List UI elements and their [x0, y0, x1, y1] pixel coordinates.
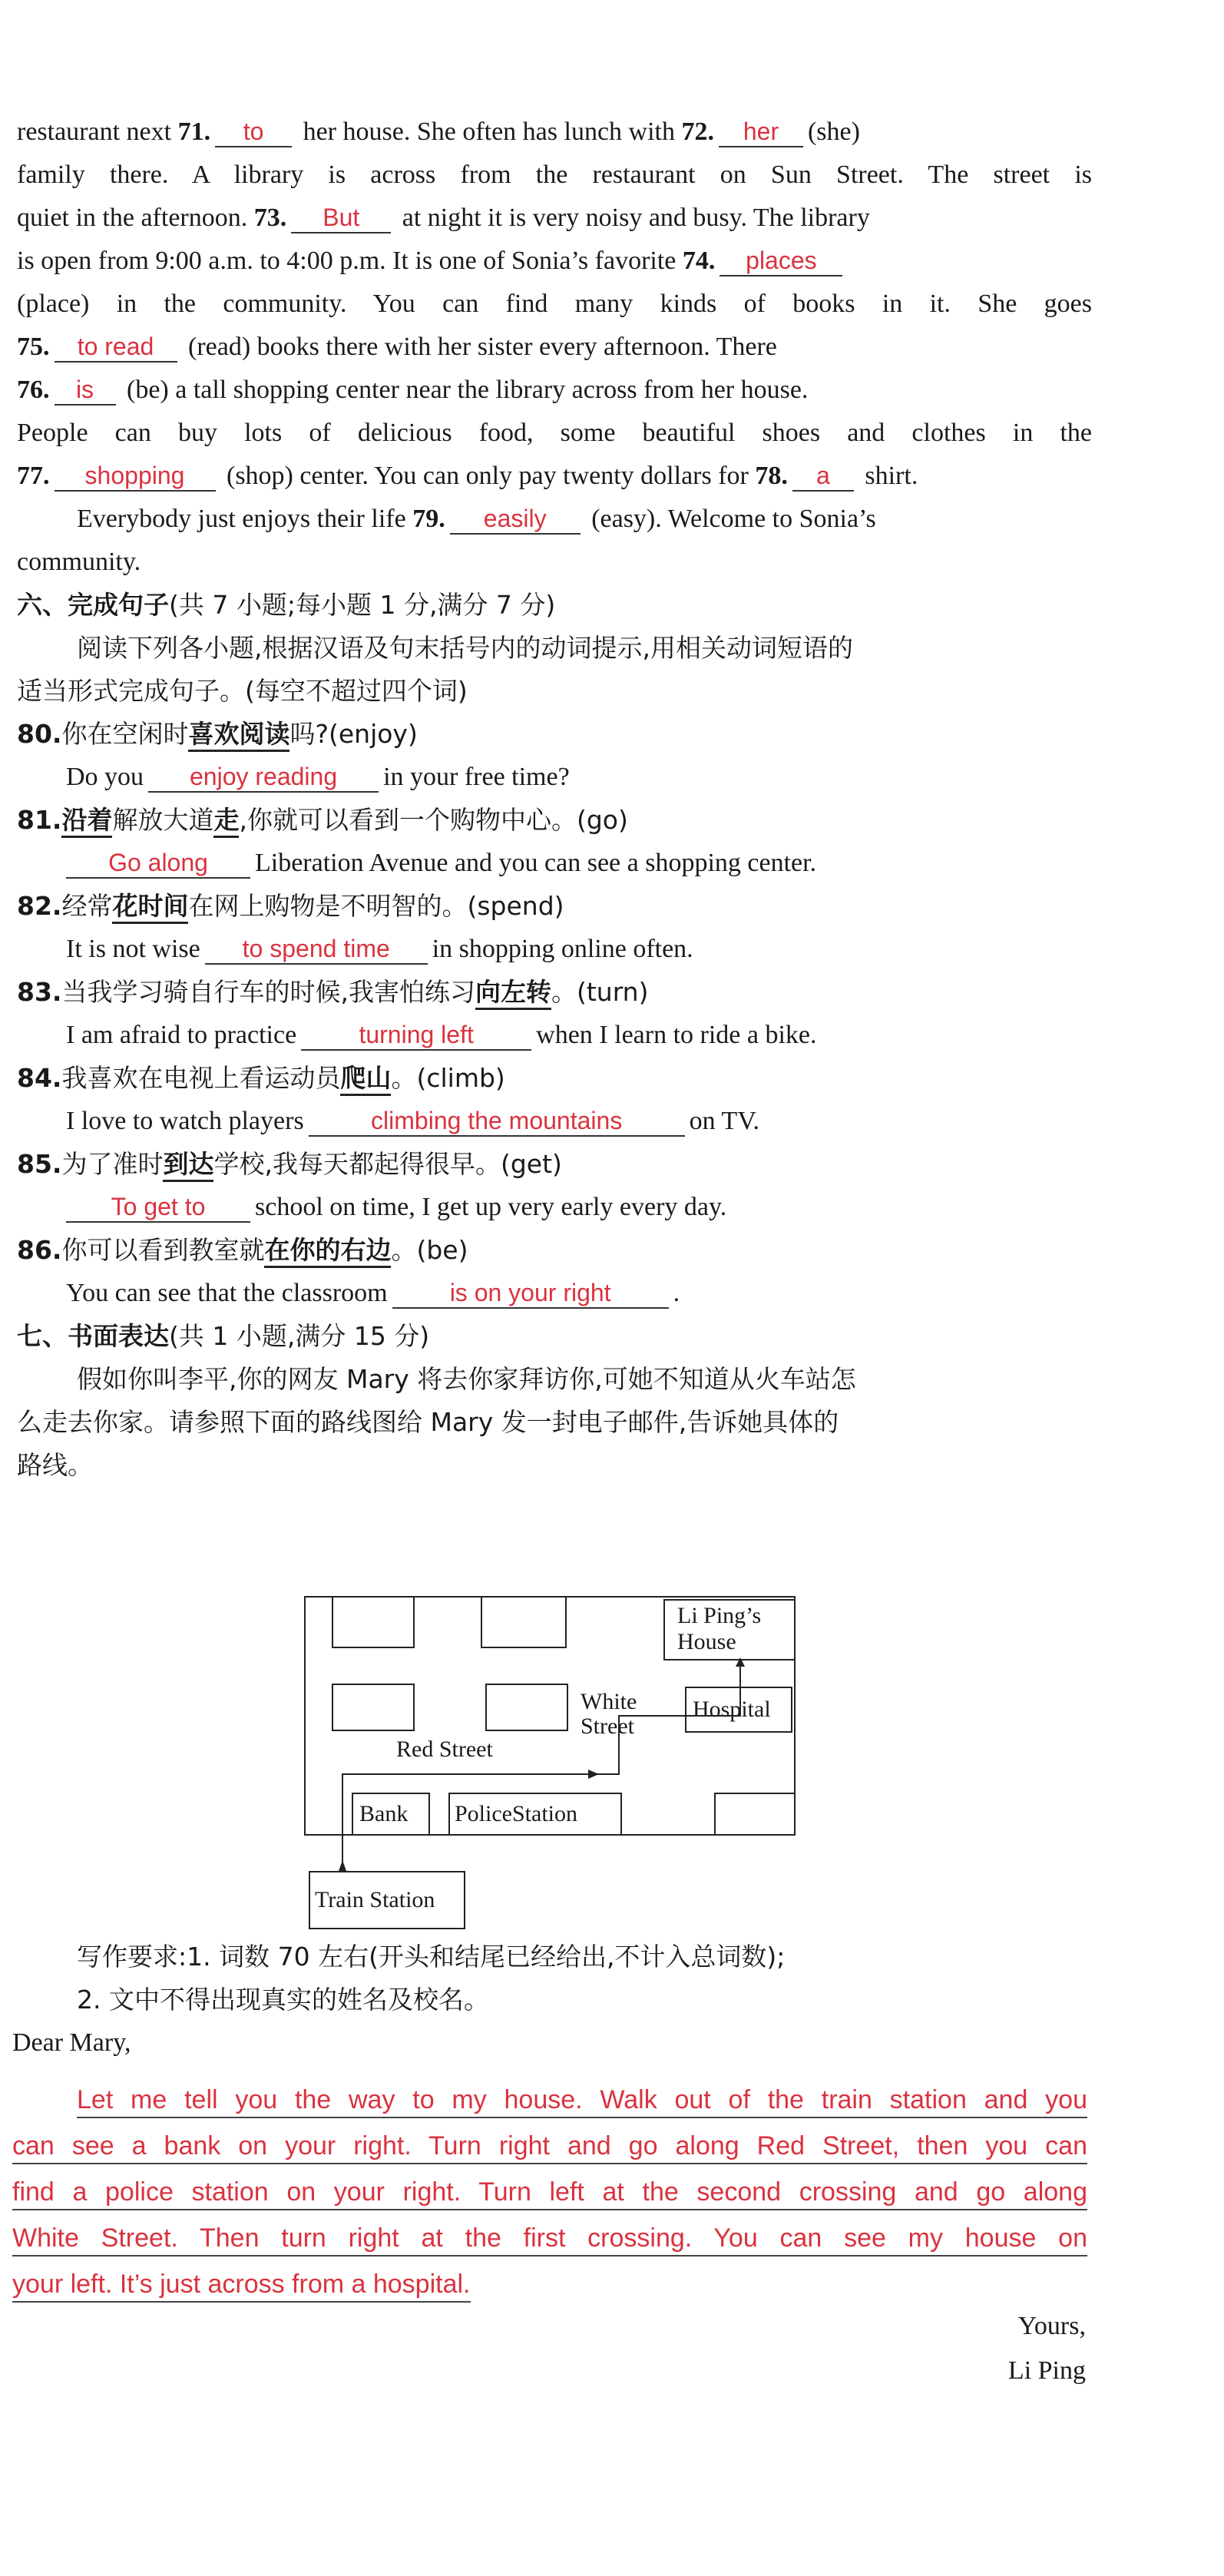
- passage-line-6: 75. to read (read) books there with her sister every afternoon. There: [17, 333, 777, 361]
- q80-prompt: 80.你在空闲时喜欢阅读吗?(enjoy): [17, 719, 418, 750]
- q83-prompt: 83.当我学习骑自行车的时候,我害怕练习向左转。(turn): [17, 977, 648, 1008]
- letter-line: find a police station on your right. Turn left at the second crossing and go along: [12, 2169, 1087, 2215]
- q83-answer: turning left: [301, 1020, 531, 1051]
- letter-line: White Street. Then turn right at the first crossing. You can see my house on: [12, 2215, 1087, 2261]
- li-ping-house: Li Ping’s House: [663, 1599, 796, 1660]
- letter-line: can see a bank on your right. Turn right and go along Red Street, then you can: [12, 2123, 1087, 2169]
- q86-prompt: 86.你可以看到教室就在你的右边。(be): [17, 1235, 468, 1266]
- q85-answer: To get to: [66, 1192, 250, 1223]
- q82-sentence: It is not wise to spend time in shopping online often.: [66, 935, 693, 963]
- q84-answer: climbing the mountains: [309, 1106, 685, 1137]
- letter-line: Let me tell you the way to my house. Walk out of the train station and you: [77, 2077, 1087, 2123]
- writing-requirement-1: 写作要求:1. 词数 70 左右(开头和结尾已经给出,不计入总词数);: [77, 1942, 786, 1972]
- passage-line-4: is open from 9:00 a.m. to 4:00 p.m. It is one of Sonia’s favorite 74. places: [17, 246, 847, 276]
- letter-closing: Yours,: [1017, 2312, 1086, 2340]
- q80-sentence: Do you enjoy reading in your free time?: [66, 763, 570, 791]
- q80-answer: enjoy reading: [148, 762, 379, 793]
- q72-answer: her: [719, 117, 803, 147]
- q81-prompt: 81.沿着解放大道走,你就可以看到一个购物中心。(go): [17, 805, 628, 836]
- q71-answer: to: [215, 117, 292, 147]
- q73-answer: But: [291, 203, 391, 233]
- q86-answer: is on your right: [392, 1278, 669, 1309]
- q79-answer: easily: [450, 504, 581, 535]
- passage-line-3: quiet in the afternoon. 73. But at night it is very noisy and busy. The library: [17, 204, 870, 232]
- q85-sentence: To get to school on time, I get up very early every day.: [61, 1192, 726, 1223]
- q72-number: 72.: [681, 118, 714, 146]
- police-station: PoliceStation: [448, 1793, 622, 1836]
- section6-header: [17, 590, 555, 621]
- q76-answer: is: [55, 375, 116, 406]
- section7-title: 七、书面表达: [17, 1321, 169, 1351]
- passage-line-8: People can buy lots of delicious food, some beautiful shoes and clothes in the: [17, 419, 1092, 447]
- q78-answer: a: [792, 461, 854, 492]
- q71-number: 71.: [177, 118, 211, 146]
- q86-sentence: You can see that the classroom is on your right .: [66, 1279, 680, 1307]
- q75-answer: to read: [55, 332, 177, 363]
- section6-instruction-1: 阅读下列各小题,根据汉语及句末括号内的动词提示,用相关动词短语的: [77, 633, 853, 663]
- q83-sentence: I am afraid to practice turning left when I learn to ride a bike.: [66, 1021, 817, 1049]
- passage-line-5: (place) in the community. You can find many kinds of books in it. She goes: [17, 290, 1092, 318]
- route-arrow-icon: [304, 1596, 796, 1880]
- letter-signature: Li Ping: [1007, 2356, 1086, 2385]
- section7-prompt-2: 么走去你家。请参照下面的路线图给 Mary 发一封电子邮件,告诉她具体的: [17, 1407, 839, 1437]
- passage-line-2: family there. A library is across from the restaurant on Sun Street. The street is: [17, 161, 1092, 189]
- q84-sentence: I love to watch players climbing the mountains on TV.: [66, 1107, 759, 1135]
- q74-answer: places: [720, 246, 842, 276]
- train-station: Train Station: [309, 1871, 465, 1929]
- q77-answer: shopping: [55, 461, 216, 492]
- section6-meta: (共 7 小题;每小题 1 分,满分 7 分): [169, 590, 556, 620]
- q81-sentence: Go along Liberation Avenue and you can see a shopping center.: [61, 848, 816, 879]
- q84-prompt: 84.我喜欢在电视上看运动员爬山。(climb): [17, 1063, 505, 1094]
- section7-header: [17, 1321, 429, 1353]
- section7-meta: (共 1 小题,满分 15 分): [169, 1321, 430, 1351]
- q85-prompt: 85.为了准时到达学校,我每天都起得很早。(get): [17, 1149, 562, 1180]
- bank: Bank: [352, 1793, 430, 1836]
- white-street-label: White: [581, 1689, 637, 1714]
- writing-requirement-2: 2. 文中不得出现真实的姓名及校名。: [77, 1985, 489, 2015]
- q82-answer: to spend time: [205, 934, 428, 965]
- letter-greeting: Dear Mary,: [12, 2028, 131, 2057]
- section7-prompt-1: 假如你叫李平,你的网友 Mary 将去你家拜访你,可她不知道从火车站怎: [77, 1364, 856, 1394]
- hospital: Hospital: [685, 1687, 792, 1733]
- q81-answer: Go along: [66, 848, 250, 879]
- white-street-label: Street: [581, 1713, 634, 1739]
- q82-prompt: 82.经常花时间在网上购物是不明智的。(spend): [17, 891, 564, 922]
- passage-line-9: 77. shopping (shop) center. You can only pay twenty dollars for 78. a shirt.: [17, 462, 918, 490]
- passage-line-10: Everybody just enjoys their life 79. easily (easy). Welcome to Sonia’s: [77, 505, 876, 533]
- section6-title: 六、完成句子: [17, 590, 169, 620]
- passage-line-11: community.: [17, 548, 141, 576]
- section7-prompt-3: 路线。: [17, 1450, 93, 1480]
- section6-instruction-2: 适当形式完成句子。(每空不超过四个词): [17, 676, 468, 706]
- passage-line-1: restaurant next 71. to her house. She often has lunch with 72. her (she): [17, 118, 860, 146]
- red-street-label: Red Street: [396, 1737, 493, 1762]
- passage-line-7: 76. is (be) a tall shopping center near the library across from her house.: [17, 376, 809, 404]
- letter-line: your left. It’s just across from a hospital.: [12, 2261, 471, 2307]
